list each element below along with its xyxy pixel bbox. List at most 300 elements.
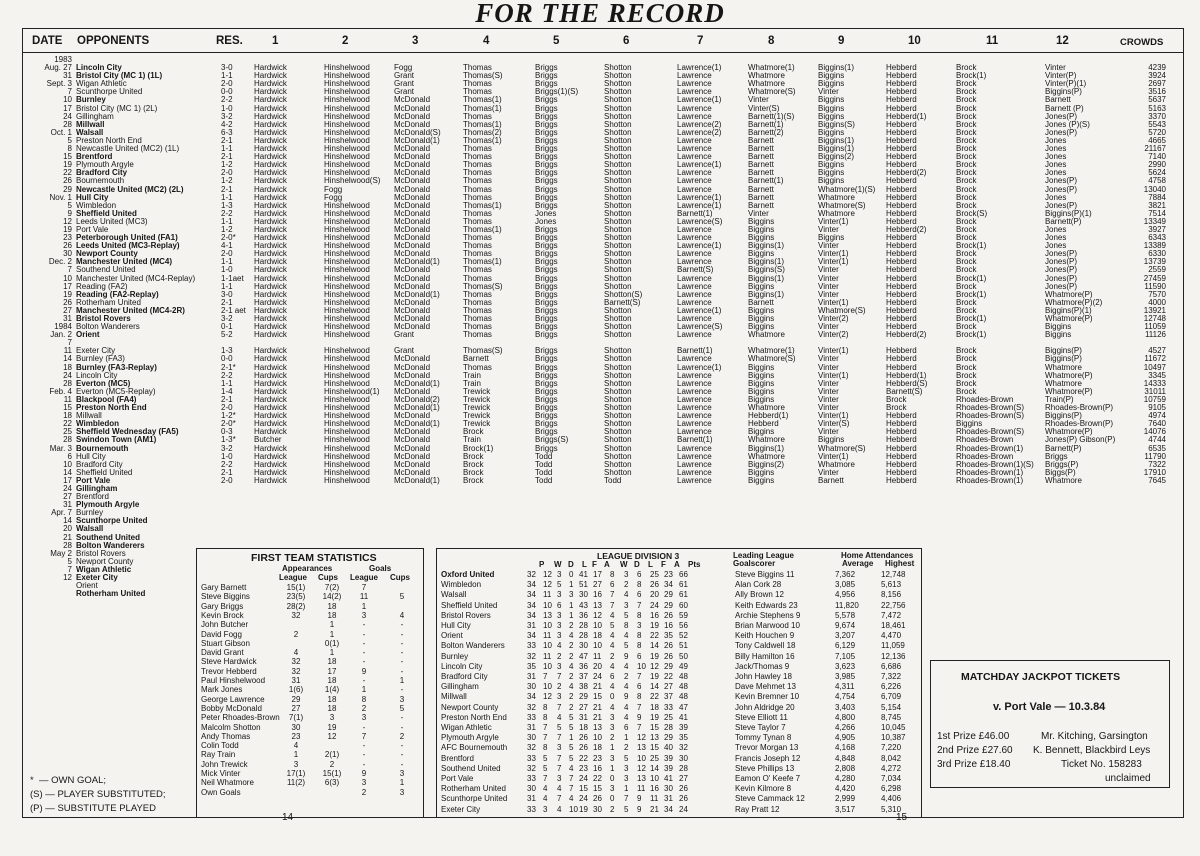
opponent-cell: Hull City	[76, 452, 106, 461]
player-cell: Vinter(1)	[818, 217, 849, 226]
league-team-name: Bradford City	[441, 672, 488, 681]
league-value: 1	[569, 580, 574, 590]
stat-value: 1	[399, 676, 405, 685]
player-cell: Jones(P)	[1045, 266, 1078, 275]
date-cell: 22	[63, 420, 72, 429]
player-cell: Thomas(1)	[463, 201, 502, 210]
date-cell: 20	[63, 525, 72, 534]
player-cell: Train	[463, 436, 481, 445]
stat-value: 2	[361, 703, 367, 713]
player-cell: Shotton	[604, 169, 632, 178]
opponent-cell: Bristol City (MC 1) (1L)	[76, 72, 163, 81]
stat-player-name: Steve Hardwick	[201, 657, 257, 667]
league-value: 4	[610, 641, 615, 651]
league-team-name: Wimbledon	[441, 580, 482, 590]
league-value: 2	[569, 651, 574, 661]
player-cell: Thomas	[463, 161, 492, 170]
league-value: 31	[664, 794, 673, 804]
league-value: 35	[527, 661, 536, 671]
date-cell: 7	[67, 266, 72, 275]
league-value: 4	[610, 702, 615, 712]
player-cell: McDonald	[394, 234, 431, 243]
player-cell: Biggins	[818, 104, 845, 113]
league-value: 24	[593, 672, 602, 681]
league-value: 15	[593, 692, 602, 702]
stat-player-name: George Lawrence	[201, 694, 265, 704]
league-value: 23	[593, 753, 602, 763]
league-value: 19	[650, 672, 659, 681]
result-header: RES.	[216, 35, 243, 47]
league-value: 26	[593, 794, 602, 804]
player-cell: Rhoades-Brown(S)	[956, 428, 1025, 437]
player-cell: Fogg	[324, 185, 343, 194]
league-value: 25	[650, 753, 659, 763]
league-value: 5	[543, 763, 548, 773]
league-value: 10	[593, 621, 602, 630]
crowd-cell: 4665	[1148, 136, 1166, 145]
player-cell	[535, 56, 578, 64]
player-cell: Hinshelwood	[324, 444, 370, 453]
league-value: 7	[543, 733, 548, 743]
player-cell: McDonald(1)	[394, 404, 440, 413]
player-cell	[463, 339, 503, 347]
player-cell: Hardwick	[254, 72, 287, 81]
player-cell: Biggins	[818, 177, 845, 186]
date-cell: 18	[63, 363, 72, 372]
player-cell	[677, 56, 722, 64]
result-cell: 2-0*	[221, 234, 236, 243]
league-value: 33	[664, 702, 673, 712]
stat-value: 18	[327, 657, 337, 667]
stat-value: -	[400, 750, 404, 760]
result-cell: 0-0	[221, 355, 233, 364]
player-cell: Whatmore	[818, 460, 855, 469]
league-value: 6,709	[881, 692, 902, 702]
player-cell: Brock	[956, 120, 977, 129]
player-cell: Hebberd	[886, 266, 917, 275]
league-value: 7	[637, 702, 642, 712]
player-cell: Lawrence	[677, 460, 712, 469]
third-prize: 3rd Prize £18.40	[937, 759, 1011, 770]
result-cell: 3-2	[221, 444, 233, 453]
player-cell: McDonald(1)	[394, 290, 440, 299]
player-cell: Jones	[1045, 161, 1067, 170]
player-cell: Biggins	[748, 428, 775, 437]
stat-value: 17	[327, 666, 337, 676]
stat-value: 30	[291, 722, 301, 732]
player-cell: Hardwick	[254, 242, 287, 251]
player-cell: Hinshelwood	[324, 153, 370, 162]
player-cell	[324, 56, 380, 64]
date-cell: 23	[63, 234, 72, 243]
crowd-cell: 13040	[1143, 185, 1166, 194]
player-cell: Whatmore	[748, 331, 785, 340]
opponent-cell: Walsall	[76, 525, 104, 534]
player-cell: Briggs	[535, 258, 558, 267]
player-cell: Hardwick	[254, 104, 287, 113]
player-cell	[886, 339, 927, 347]
league-col-header: D	[634, 560, 640, 569]
league-value: 30	[527, 682, 536, 692]
player-cell: Rhoades-Brown	[956, 436, 1014, 445]
player-cell: Hardwick	[254, 161, 287, 170]
player-cell: Whatmore(S)	[818, 444, 866, 453]
player-cell: Vinter	[818, 225, 839, 234]
stat-value: 18	[327, 610, 337, 620]
result-cell: 1-3*	[221, 436, 236, 445]
stats-league-goals-header: League	[350, 573, 379, 582]
player-cell: Brock	[956, 217, 977, 226]
player-cell: Barnett(2)	[748, 128, 784, 137]
league-value: 4	[610, 610, 615, 620]
player-cell: Briggs	[535, 177, 558, 186]
player-cell: Hinshelwood	[324, 306, 370, 315]
player-cell: Jones	[1045, 153, 1067, 162]
player-cell: Hardwick	[254, 371, 287, 380]
player-cell: Shotton	[604, 355, 632, 364]
league-value: 5	[557, 723, 562, 732]
opponent-cell: Newcastle United (MC2) (2L)	[76, 185, 184, 194]
player-cell: Hinshelwood	[324, 72, 370, 81]
header-divider	[22, 52, 1184, 53]
league-value: 12	[637, 763, 646, 773]
player-cell: Biggins	[748, 315, 775, 323]
player-cell: Hebberd	[886, 298, 917, 307]
league-value: 23	[664, 570, 673, 579]
league-value: 3,403	[835, 702, 856, 712]
league-value: 41	[679, 712, 688, 722]
player-cell: Rhoades-Brown(S)	[956, 404, 1025, 413]
opponent-cell: Gillingham	[76, 112, 114, 121]
league-scorer: Billy Hamilton 16	[735, 651, 795, 661]
league-value: 16	[593, 763, 602, 773]
position-header: 10	[908, 35, 921, 47]
league-scorer: Trevor Morgan 13	[735, 743, 799, 753]
stat-value: 3	[399, 769, 405, 778]
league-value: 11,059	[881, 641, 905, 651]
player-cell: Biggins	[818, 96, 845, 105]
league-value: 50	[679, 651, 688, 661]
stat-value: 9	[361, 769, 367, 778]
player-cell: Lawrence	[677, 153, 712, 162]
player-cell: McDonald	[394, 177, 431, 186]
player-cell: Brock	[956, 266, 977, 275]
player-cell	[394, 339, 441, 347]
player-cell: Shotton	[604, 185, 632, 194]
result-cell: 1-0	[221, 104, 233, 113]
league-value: 6	[637, 570, 642, 579]
stat-value: -	[400, 713, 404, 723]
league-value: 26	[579, 743, 588, 753]
date-cell: 11	[63, 395, 72, 404]
date-cell: Dec. 2	[48, 258, 72, 267]
league-value: 5,578	[835, 610, 856, 620]
league-value: 22	[593, 774, 602, 783]
player-cell: Brock	[886, 404, 907, 413]
player-cell: Shotton	[604, 331, 632, 340]
league-value: 2,808	[835, 763, 856, 773]
league-value: 7	[543, 672, 548, 681]
player-cell: Biggs(P)	[1045, 468, 1076, 477]
player-cell: Barnett(P)	[1045, 217, 1082, 226]
league-value: 0	[569, 570, 574, 579]
league-value: 34	[527, 631, 536, 641]
stat-value: 4	[293, 648, 299, 658]
player-cell: Hardwick	[254, 258, 287, 267]
league-value: 11	[543, 590, 552, 600]
date-cell: 5	[67, 136, 72, 145]
player-cell: Lawrence	[677, 331, 712, 340]
league-value: 4,905	[835, 733, 856, 743]
league-value: 4,754	[835, 692, 856, 702]
crowd-cell: 7514	[1148, 209, 1166, 218]
opponent-cell: Lincoln City	[76, 371, 118, 380]
result-cell: 2-2	[221, 209, 233, 218]
opponent-cell: Wigan Athletic	[76, 565, 132, 574]
result-cell: 4-2	[221, 120, 233, 129]
player-cell: Jones(P)	[1045, 177, 1078, 186]
league-value: 32	[679, 743, 688, 753]
player-cell: Jones	[1045, 145, 1067, 154]
stat-value: 23(5)	[286, 592, 306, 602]
player-cell: McDonald	[394, 104, 431, 113]
stat-value: 1	[329, 629, 335, 639]
league-value: 7	[569, 784, 574, 794]
player-cell: Lawrence	[677, 72, 712, 81]
league-value: 5	[624, 610, 629, 620]
player-cell: Briggs	[535, 225, 558, 234]
player-cell: Vinter	[818, 290, 839, 299]
player-cell: Briggs	[535, 355, 558, 364]
date-cell: 28	[63, 541, 72, 550]
league-value: 60	[679, 600, 688, 610]
league-value: 7	[624, 794, 629, 804]
league-scorer: Jack/Thomas 9	[735, 661, 790, 671]
opponent-cell: Manchester United (MC4-2R)	[76, 306, 185, 315]
stat-player-name: John Butcher	[201, 620, 249, 630]
date-cell: Feb. 4	[49, 387, 72, 396]
stat-player-name: Mick Vinter	[201, 769, 241, 778]
stat-value: 8	[361, 694, 367, 704]
player-cell: Barnett	[748, 153, 774, 162]
player-cell: Thomas(1)	[463, 136, 502, 145]
player-cell: McDonald	[394, 201, 431, 210]
player-cell: Vinter	[748, 209, 769, 218]
player-cell: Lawrence	[677, 444, 712, 453]
stat-value: 32	[291, 657, 301, 667]
player-cell: Biggins	[748, 387, 775, 396]
league-value: 9	[624, 692, 629, 702]
league-value: 32	[527, 651, 536, 661]
league-value: 5	[543, 753, 548, 763]
player-cell: Hinshelwood	[324, 347, 370, 356]
player-cell: Hebberd	[886, 428, 917, 437]
result-cell: 1-1	[221, 282, 233, 291]
league-team-name: Orient	[441, 631, 463, 641]
crowd-cell: 5720	[1148, 128, 1166, 137]
player-cell: Grant	[394, 347, 415, 356]
player-cell: Hardwick	[254, 452, 287, 461]
player-cell: Shotton	[604, 404, 632, 413]
position-header: 3	[412, 35, 419, 47]
league-value: 6	[637, 590, 642, 600]
opponent-cell: Blackpool (FA4)	[76, 395, 137, 404]
league-value: 11,820	[835, 600, 859, 610]
date-cell: 28	[63, 436, 72, 445]
player-cell: Hardwick	[254, 266, 287, 275]
player-cell: Whatmore(P)	[1045, 315, 1093, 323]
league-value: 3,985	[835, 672, 856, 681]
date-cell: 12	[63, 574, 72, 582]
crowd-cell: 4239	[1148, 64, 1166, 73]
player-cell: Briggs	[535, 80, 558, 89]
opponent-cell: Bournemouth	[76, 177, 125, 186]
player-cell: Hebberd	[886, 104, 917, 113]
date-cell: 11	[63, 347, 72, 356]
player-cell: Hardwick	[254, 225, 287, 234]
first-prize: 1st Prize £46.00	[937, 731, 1010, 742]
league-value: 4	[569, 763, 574, 773]
player-cell: Hardwick	[254, 363, 287, 372]
result-cell: 4-1	[221, 242, 233, 251]
player-cell: Brock	[463, 428, 484, 437]
scorer-header-2: Goalscorer	[733, 559, 776, 568]
league-value: 7	[543, 774, 548, 783]
crowd-cell: 12748	[1143, 315, 1166, 323]
player-cell: Rhoades-Brown(1)(S)	[956, 460, 1034, 469]
player-cell: Biggins	[1045, 323, 1072, 332]
league-value: 7	[557, 763, 562, 773]
position-header: 7	[697, 35, 704, 47]
stat-value: 1(4)	[324, 685, 340, 695]
stat-player-name: David Fogg	[201, 629, 242, 639]
player-cell: Hinshelwood	[324, 161, 370, 170]
player-cell: Biggins	[748, 250, 775, 259]
league-value: 28	[579, 631, 588, 641]
crowd-cell: 11672	[1144, 355, 1166, 364]
first-team-statistics	[196, 548, 424, 818]
player-cell: Shotton	[604, 395, 632, 404]
player-cell: Lawrence	[677, 420, 712, 429]
player-cell: McDonald(1)	[394, 136, 440, 145]
league-value: 2	[624, 580, 629, 590]
player-cell: Lawrence	[677, 428, 712, 437]
league-value: 6,226	[881, 682, 902, 692]
league-value: 22	[579, 753, 588, 763]
result-cell: 6-3	[221, 128, 233, 137]
player-cell: Trewick	[463, 420, 491, 429]
player-cell: Brock	[956, 104, 977, 113]
league-value: 19	[650, 651, 659, 661]
crowd-cell: 17910	[1143, 468, 1166, 477]
result-cell: 2-1	[221, 153, 233, 162]
league-value: 9,674	[835, 621, 856, 630]
date-cell: 10	[63, 96, 72, 105]
player-cell: McDonald	[394, 266, 431, 275]
stat-value: -	[362, 722, 366, 732]
player-cell: Brock	[956, 161, 977, 170]
player-cell: Hardwick	[254, 347, 287, 356]
player-cell: Shotton	[604, 428, 632, 437]
league-value: 3	[624, 774, 629, 783]
player-cell: Hebberd	[886, 72, 917, 81]
player-cell: Train	[463, 371, 481, 380]
player-cell: Hardwick	[254, 395, 287, 404]
opponent-cell: Manchester United (MC4-Replay)	[76, 274, 196, 283]
date-cell: 17	[63, 104, 72, 113]
league-division-table	[436, 548, 922, 818]
league-value: 14	[650, 763, 659, 773]
result-cell: 2-1*	[221, 363, 236, 372]
player-cell: Hebberd	[886, 315, 917, 323]
player-cell	[956, 339, 1034, 347]
league-value: 5	[569, 753, 574, 763]
player-cell: Whatmore(P)	[1045, 428, 1093, 437]
league-value: 5,154	[881, 702, 902, 712]
player-cell: Barnett	[748, 193, 774, 202]
league-value: 3,085	[835, 580, 856, 590]
player-cell: Shotton	[604, 266, 632, 275]
player-cell: Briggs	[535, 169, 558, 178]
date-cell: 21	[63, 533, 72, 542]
opponent-cell: Preston North End	[76, 136, 142, 145]
player-cell: Shotton	[604, 177, 632, 186]
result-cell: 2-0	[221, 404, 233, 413]
player-cell: Hardwick	[254, 128, 287, 137]
player-cell: Barnett(1)	[677, 347, 713, 356]
player-cell: Lawrence(1)	[677, 242, 722, 251]
player-cell: McDonald	[394, 112, 431, 121]
stat-value: 2	[293, 629, 299, 639]
player-cell: Biggins	[818, 169, 845, 178]
league-value: 8	[610, 570, 615, 579]
player-cell: Jones(P)	[1045, 274, 1078, 283]
player-cell: Fogg	[324, 193, 343, 202]
player-cell: Brock	[956, 387, 977, 396]
player-cell: Brock	[956, 379, 977, 388]
league-value: 26	[679, 794, 688, 804]
legend-own-goal: * — OWN GOAL;	[30, 775, 107, 786]
player-cell: Biggins(P)	[1045, 347, 1082, 356]
jackpot-match: v. Port Vale — 10.3.84	[993, 701, 1106, 713]
player-cell: Briggs	[535, 145, 558, 154]
player-cell: Hebberd(2)	[886, 331, 927, 340]
result-cell: 0-3	[221, 428, 233, 437]
player-cell: Hinshelwood	[324, 169, 370, 178]
opponent-cell: Bristol City (MC 1) (2L)	[76, 104, 158, 113]
player-cell: Thomas(S)	[463, 72, 503, 81]
league-team-name: Walsall	[441, 590, 467, 600]
player-cell: Lawrence	[677, 468, 712, 477]
crowd-cell: 5543	[1148, 120, 1166, 129]
league-value: 22,756	[881, 600, 906, 610]
date-cell: 14	[63, 355, 72, 364]
stat-value: 7(2)	[324, 583, 340, 592]
stat-value: 27	[291, 703, 301, 713]
player-cell: Lawrence(S)	[677, 323, 723, 332]
stat-value: -	[362, 629, 366, 639]
crowd-cell: 6535	[1148, 444, 1166, 453]
league-scorer: Archie Stephens 9	[735, 610, 801, 620]
stat-player-name: Colin Todd	[201, 741, 239, 751]
player-cell: Hinshelwood	[324, 88, 370, 97]
player-cell: Hinshelwood	[324, 112, 370, 121]
player-cell	[886, 56, 927, 64]
player-cell: Grant	[394, 88, 415, 97]
player-cell: Barnett	[1045, 96, 1071, 105]
player-cell: Biggins(1)	[748, 444, 785, 453]
league-value: 2	[569, 702, 574, 712]
